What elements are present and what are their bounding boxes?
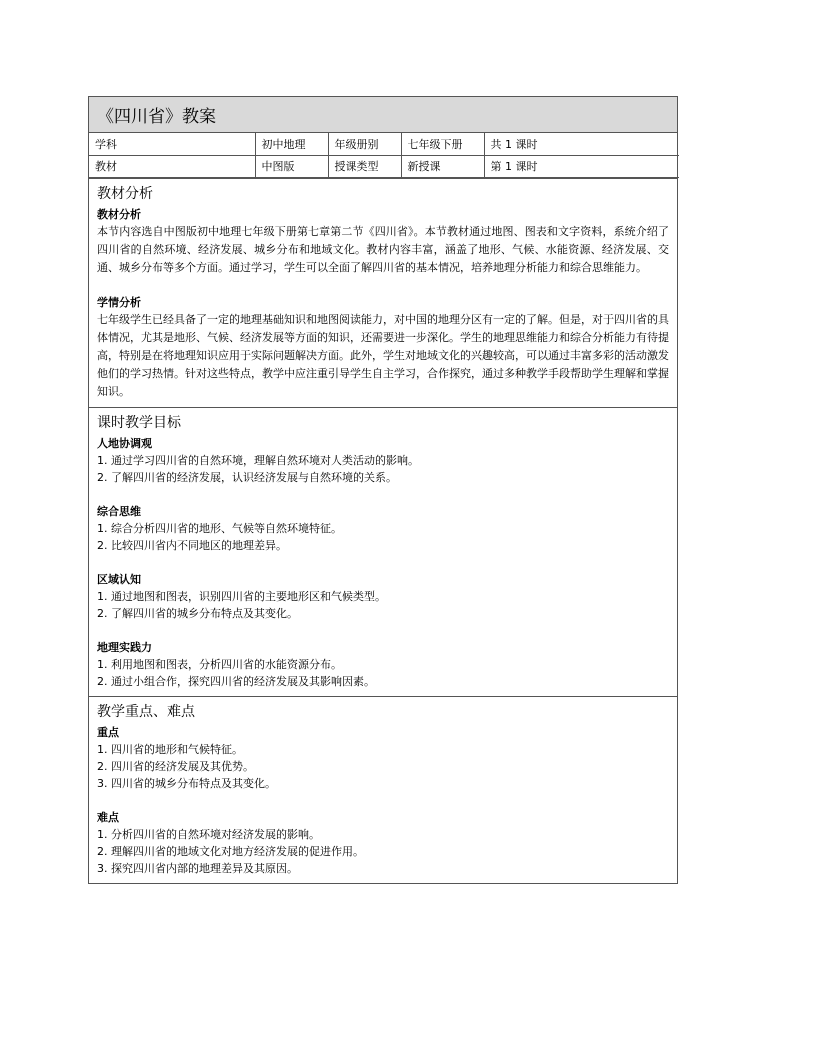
lesson-plan-document [88,96,678,884]
list-item: 3. 探究四川省内部的地理差异及其原因。 [97,861,298,875]
sub-heading: 难点 [97,810,119,824]
info-cell-subject-value: 初中地理 [255,133,328,155]
list-item: 1. 四川省的地形和气候特征。 [97,742,243,756]
info-cell-grade-value: 七年级下册 [401,133,484,155]
info-row [89,155,679,177]
focus-list [97,741,669,792]
paragraph: 本节内容选自中图版初中地理七年级下册第七章第二节《四川省》。本节教材通过地图、图表和文字资料，系统介绍了四川省的自然环境、经济发展、城乡分布和地域文化。教材内容丰富，涵盖了地形、气候、水能资源、经济发展、交通、城乡分布等多个方面。通过学习，学生可以全面了解四川省的基本情况，培养地理分析能力和综合思维能力。 [97,224,669,274]
info-cell-total-hours: 共 1 课时 [484,133,679,155]
section-title: 教材分析 [97,185,153,202]
list-item: 2. 了解四川省的经济发展，认识经济发展与自然环境的关系。 [97,470,397,484]
sub-heading: 地理实践力 [97,640,152,654]
goals-section [89,407,677,696]
info-cell-grade-label: 年级册别 [328,133,401,155]
sub-heading: 综合思维 [97,504,141,518]
info-cell-textbook-value: 中图版 [255,155,328,177]
list-item: 2. 理解四川省的地域文化对地方经济发展的促进作用。 [97,844,364,858]
sub-heading: 学情分析 [97,295,141,309]
analysis-section [89,178,677,407]
paragraph: 七年级学生已经具备了一定的地理基础知识和地图阅读能力，对中国的地理分区有一定的了解。但是，对于四川省的具体情况，尤其是地形、气候、经济发展等方面的知识，还需要进一步深化。学生的地理思维能力和综合分析能力有待提高，特别是在将地理知识应用于实际问题解决方面。此外，学生对地域文化的兴趣较高，可以通过丰富多彩的活动激发他们的学习热情。针对这些特点，教学中应注重引导学生自主学习，合作探究，通过多种教学手段帮助学生理解和掌握知识。 [97,312,669,398]
list-item: 2. 了解四川省的城乡分布特点及其变化。 [97,606,298,620]
info-cell-type-label: 授课类型 [328,155,401,177]
goal-list [97,520,669,554]
goal-list [97,588,669,622]
info-row [89,133,679,155]
list-item: 3. 四川省的城乡分布特点及其变化。 [97,776,276,790]
sub-heading: 人地协调观 [97,436,152,450]
goal-list [97,656,669,690]
info-cell-current-hour: 第 1 课时 [484,155,679,177]
list-item: 1. 分析四川省的自然环境对经济发展的影响。 [97,827,320,841]
info-cell-textbook-label: 教材 [89,155,255,177]
list-item: 2. 通过小组合作，探究四川省的经济发展及其影响因素。 [97,674,375,688]
info-cell-subject-label: 学科 [89,133,255,155]
goal-list [97,452,669,486]
info-cell-type-value: 新授课 [401,155,484,177]
sub-heading: 重点 [97,725,119,739]
section-title: 课时教学目标 [97,414,181,431]
sub-heading: 教材分析 [97,207,141,221]
section-title: 教学重点、难点 [97,703,195,720]
sub-heading: 区域认知 [97,572,141,586]
list-item: 1. 通过学习四川省的自然环境，理解自然环境对人类活动的影响。 [97,453,419,467]
list-item: 2. 比较四川省内不同地区的地理差异。 [97,538,287,552]
list-item: 1. 利用地图和图表，分析四川省的水能资源分布。 [97,657,342,671]
info-table [89,133,679,178]
list-item: 1. 通过地图和图表，识别四川省的主要地形区和气候类型。 [97,589,386,603]
list-item: 2. 四川省的经济发展及其优势。 [97,759,254,773]
keypoints-section [89,696,677,883]
document-title: 《四川省》教案 [89,97,677,133]
difficult-list [97,826,669,877]
list-item: 1. 综合分析四川省的地形、气候等自然环境特征。 [97,521,342,535]
